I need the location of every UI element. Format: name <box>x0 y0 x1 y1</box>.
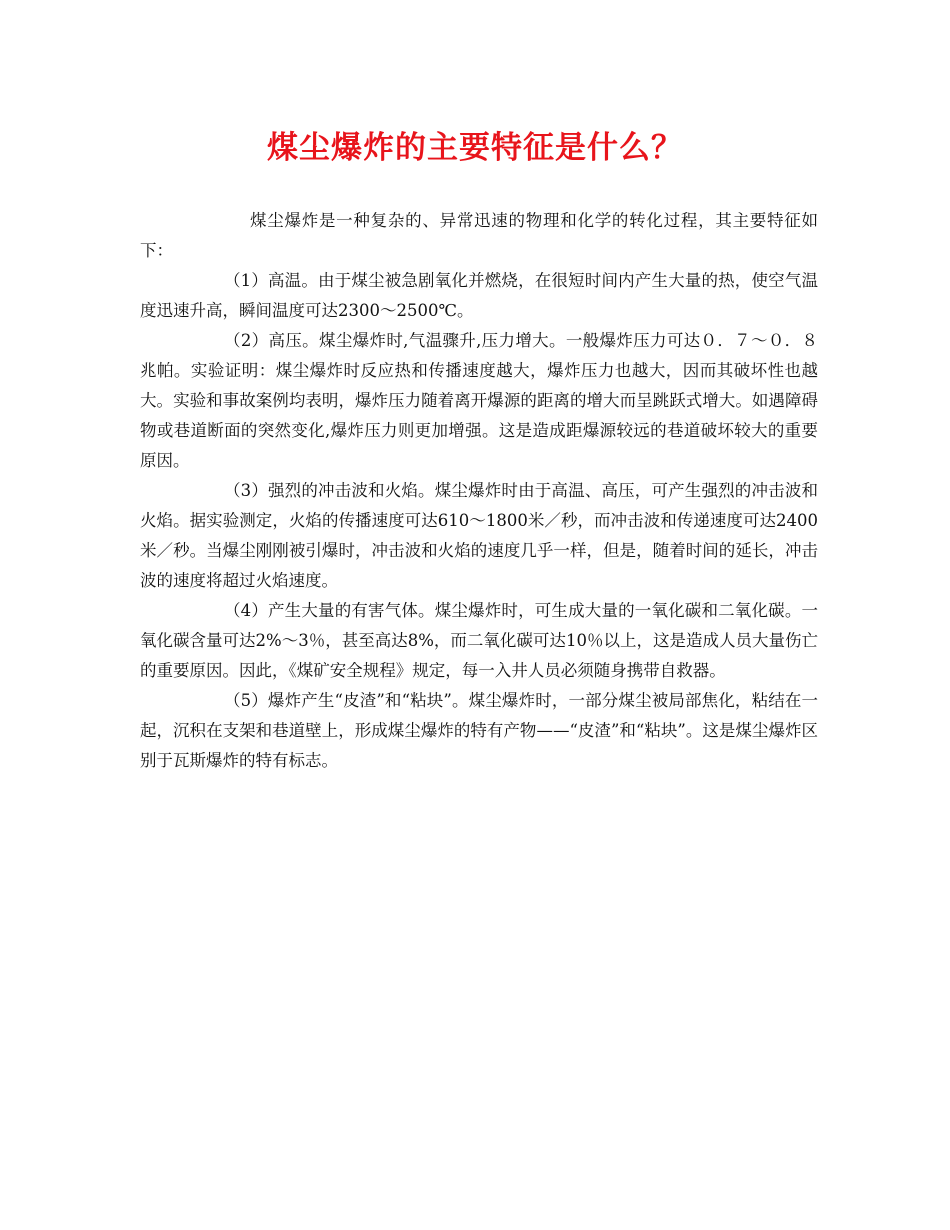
feature-paragraph-4: （4）产生大量的有害气体。煤尘爆炸时，可生成大量的一氧化碳和二氧化碳。一氧化碳含量可达2%～3％，甚至高达8%，而二氧化碳可达10％以上，这是造成人员大量伤亡的重要原因。因此，《煤矿安全规程》规定，每一入井人员必须随身携带自救器。 <box>140 601 818 680</box>
feature-paragraph-1: （1）高温。由于煤尘被急剧氧化并燃烧，在很短时间内产生大量的热，使空气温度迅速升高，瞬间温度可达2300～2500℃。 <box>140 271 818 320</box>
document-body <box>140 206 818 776</box>
document-title: 煤尘爆炸的主要特征是什么？ <box>267 130 683 166</box>
feature-paragraph-5: （5）爆炸产生“皮渣”和“粘块”。煤尘爆炸时，一部分煤尘被局部焦化，粘结在一起，沉积在支架和巷道壁上，形成煤尘爆炸的特有产物——“皮渣”和“粘块”。这是煤尘爆炸区别于瓦斯爆炸的特有标志。 <box>140 691 818 770</box>
feature-paragraph-3: （3）强烈的冲击波和火焰。煤尘爆炸时由于高温、高压，可产生强烈的冲击波和火焰。据实验测定，火焰的传播速度可达610～1800米／秒，而冲击波和传递速度可达2400米／秒。当爆尘刚刚被引爆时，冲击波和火焰的速度几乎一样，但是，随着时间的延长，冲击波的速度将超过火焰速度。 <box>140 481 818 590</box>
feature-paragraph-2: （2）高压。煤尘爆炸时,气温骤升,压力增大。一般爆炸压力可达０．７～０．８兆帕。实验证明：煤尘爆炸时反应热和传播速度越大，爆炸压力也越大，因而其破坏性也越大。实验和事故案例均表明，爆炸压力随着离开爆源的距离的增大而呈跳跃式增大。如遇障碍物或巷道断面的突然变化,爆炸压力则更加增强。这是造成距爆源较远的巷道破坏较大的重要原因。 <box>140 331 818 470</box>
intro-paragraph: 煤尘爆炸是一种复杂的、异常迅速的物理和化学的转化过程，其主要特征如下： <box>140 211 818 260</box>
